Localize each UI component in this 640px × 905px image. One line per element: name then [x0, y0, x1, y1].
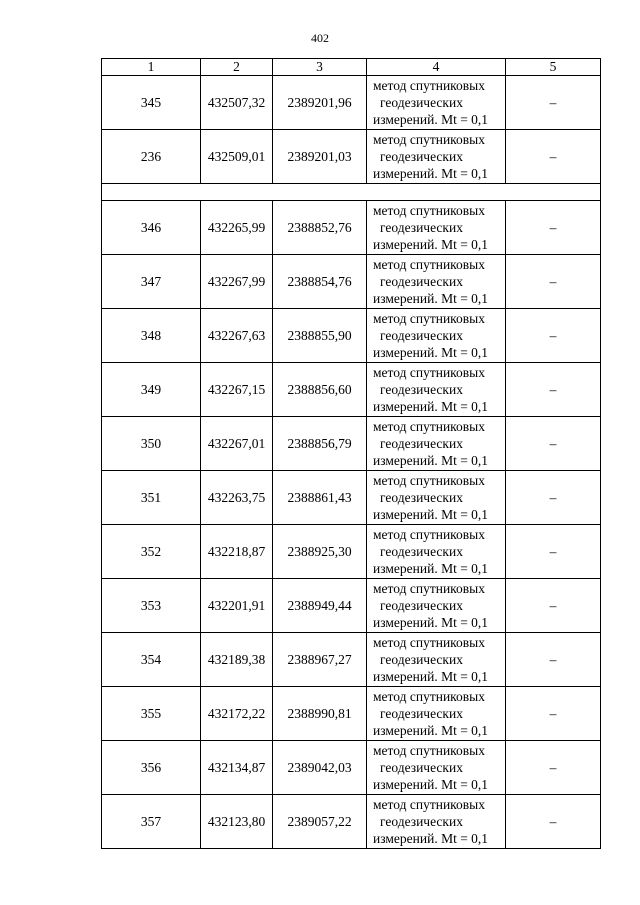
point-number-cell: 352: [102, 525, 201, 579]
method-text-line: геодезических: [380, 95, 463, 110]
table-row: [102, 795, 601, 849]
x-coordinate-cell: 432267,15: [201, 363, 273, 417]
table-row: [102, 525, 601, 579]
point-number-cell: 346: [102, 201, 201, 255]
column-header-2: 2: [201, 59, 273, 76]
separator-row: [102, 184, 601, 201]
y-coordinate-cell: 2388949,44: [273, 579, 367, 633]
point-number-cell: 353: [102, 579, 201, 633]
method-cell: [367, 130, 506, 184]
method-text-line: измерений. Mt = 0,1: [373, 669, 489, 684]
method-text-line: геодезических: [380, 490, 463, 505]
method-text-line: метод спутниковых: [373, 635, 485, 650]
column-header-3: 3: [273, 59, 367, 76]
method-text-line: метод спутниковых: [373, 473, 485, 488]
method-text-line: геодезических: [380, 382, 463, 397]
method-cell: [367, 417, 506, 471]
point-number-cell: 347: [102, 255, 201, 309]
dash-cell: –: [506, 309, 601, 363]
method-text-line: геодезических: [380, 149, 463, 164]
dash-cell: –: [506, 741, 601, 795]
table-row: [102, 76, 601, 130]
table-row: [102, 633, 601, 687]
x-coordinate-cell: 432123,80: [201, 795, 273, 849]
method-text-line: метод спутниковых: [373, 203, 485, 218]
method-cell: [367, 201, 506, 255]
y-coordinate-cell: 2388856,60: [273, 363, 367, 417]
method-text-line: метод спутниковых: [373, 419, 485, 434]
table-row: [102, 309, 601, 363]
method-text-line: измерений. Mt = 0,1: [373, 507, 489, 522]
method-text-line: геодезических: [380, 706, 463, 721]
y-coordinate-cell: 2389057,22: [273, 795, 367, 849]
y-coordinate-cell: 2388861,43: [273, 471, 367, 525]
column-header-1: 1: [102, 59, 201, 76]
method-text-line: измерений. Mt = 0,1: [373, 112, 489, 127]
dash-cell: –: [506, 579, 601, 633]
point-number-cell: 357: [102, 795, 201, 849]
table-header-row: [102, 59, 601, 76]
method-text-line: метод спутниковых: [373, 365, 485, 380]
table-row: [102, 687, 601, 741]
method-text-line: геодезических: [380, 328, 463, 343]
dash-cell: –: [506, 417, 601, 471]
column-header-5: 5: [506, 59, 601, 76]
method-text-line: метод спутниковых: [373, 78, 485, 93]
x-coordinate-cell: 432267,01: [201, 417, 273, 471]
point-number-cell: 355: [102, 687, 201, 741]
dash-cell: –: [506, 795, 601, 849]
point-number-cell: 354: [102, 633, 201, 687]
x-coordinate-cell: 432509,01: [201, 130, 273, 184]
x-coordinate-cell: 432134,87: [201, 741, 273, 795]
y-coordinate-cell: 2389201,03: [273, 130, 367, 184]
x-coordinate-cell: 432218,87: [201, 525, 273, 579]
dash-cell: –: [506, 471, 601, 525]
dash-cell: –: [506, 130, 601, 184]
coordinates-table: [101, 58, 601, 849]
point-number-cell: 351: [102, 471, 201, 525]
method-cell: [367, 525, 506, 579]
table-row: [102, 471, 601, 525]
x-coordinate-cell: 432267,63: [201, 309, 273, 363]
method-text-line: измерений. Mt = 0,1: [373, 237, 489, 252]
table-row: [102, 130, 601, 184]
method-cell: [367, 471, 506, 525]
y-coordinate-cell: 2388990,81: [273, 687, 367, 741]
method-text-line: измерений. Mt = 0,1: [373, 723, 489, 738]
method-cell: [367, 741, 506, 795]
method-text-line: геодезических: [380, 220, 463, 235]
dash-cell: –: [506, 363, 601, 417]
page-number: 402: [311, 31, 329, 45]
y-coordinate-cell: 2388852,76: [273, 201, 367, 255]
method-cell: [367, 687, 506, 741]
method-text-line: измерений. Mt = 0,1: [373, 615, 489, 630]
method-cell: [367, 309, 506, 363]
method-cell: [367, 633, 506, 687]
separator-cell: [102, 184, 601, 201]
x-coordinate-cell: 432263,75: [201, 471, 273, 525]
method-text-line: измерений. Mt = 0,1: [373, 453, 489, 468]
method-text-line: измерений. Mt = 0,1: [373, 831, 489, 846]
x-coordinate-cell: 432189,38: [201, 633, 273, 687]
point-number-cell: 348: [102, 309, 201, 363]
point-number-cell: 236: [102, 130, 201, 184]
table-row: [102, 417, 601, 471]
point-number-cell: 356: [102, 741, 201, 795]
point-number-cell: 350: [102, 417, 201, 471]
table-row: [102, 363, 601, 417]
method-text-line: измерений. Mt = 0,1: [373, 345, 489, 360]
y-coordinate-cell: 2389042,03: [273, 741, 367, 795]
table-row: [102, 741, 601, 795]
method-text-line: метод спутниковых: [373, 527, 485, 542]
dash-cell: –: [506, 525, 601, 579]
dash-cell: –: [506, 76, 601, 130]
dash-cell: –: [506, 687, 601, 741]
dash-cell: –: [506, 633, 601, 687]
method-cell: [367, 795, 506, 849]
method-cell: [367, 255, 506, 309]
column-header-4: 4: [367, 59, 506, 76]
x-coordinate-cell: 432267,99: [201, 255, 273, 309]
y-coordinate-cell: 2388925,30: [273, 525, 367, 579]
method-text-line: геодезических: [380, 544, 463, 559]
y-coordinate-cell: 2388854,76: [273, 255, 367, 309]
point-number-cell: 345: [102, 76, 201, 130]
method-text-line: геодезических: [380, 652, 463, 667]
method-cell: [367, 76, 506, 130]
method-text-line: измерений. Mt = 0,1: [373, 561, 489, 576]
y-coordinate-cell: 2388856,79: [273, 417, 367, 471]
method-text-line: геодезических: [380, 436, 463, 451]
y-coordinate-cell: 2388967,27: [273, 633, 367, 687]
method-text-line: измерений. Mt = 0,1: [373, 291, 489, 306]
point-number-cell: 349: [102, 363, 201, 417]
method-cell: [367, 363, 506, 417]
method-text-line: метод спутниковых: [373, 132, 485, 147]
method-text-line: метод спутниковых: [373, 689, 485, 704]
dash-cell: –: [506, 201, 601, 255]
y-coordinate-cell: 2388855,90: [273, 309, 367, 363]
method-text-line: измерений. Mt = 0,1: [373, 399, 489, 414]
method-cell: [367, 579, 506, 633]
dash-cell: –: [506, 255, 601, 309]
method-text-line: метод спутниковых: [373, 311, 485, 326]
y-coordinate-cell: 2389201,96: [273, 76, 367, 130]
x-coordinate-cell: 432201,91: [201, 579, 273, 633]
table-row: [102, 579, 601, 633]
x-coordinate-cell: 432507,32: [201, 76, 273, 130]
method-text-line: геодезических: [380, 760, 463, 775]
method-text-line: измерений. Mt = 0,1: [373, 166, 489, 181]
method-text-line: геодезических: [380, 814, 463, 829]
table-row: [102, 201, 601, 255]
method-text-line: метод спутниковых: [373, 581, 485, 596]
method-text-line: метод спутниковых: [373, 743, 485, 758]
method-text-line: геодезических: [380, 598, 463, 613]
method-text-line: метод спутниковых: [373, 257, 485, 272]
method-text-line: измерений. Mt = 0,1: [373, 777, 489, 792]
table-row: [102, 255, 601, 309]
x-coordinate-cell: 432265,99: [201, 201, 273, 255]
method-text-line: геодезических: [380, 274, 463, 289]
x-coordinate-cell: 432172,22: [201, 687, 273, 741]
method-text-line: метод спутниковых: [373, 797, 485, 812]
